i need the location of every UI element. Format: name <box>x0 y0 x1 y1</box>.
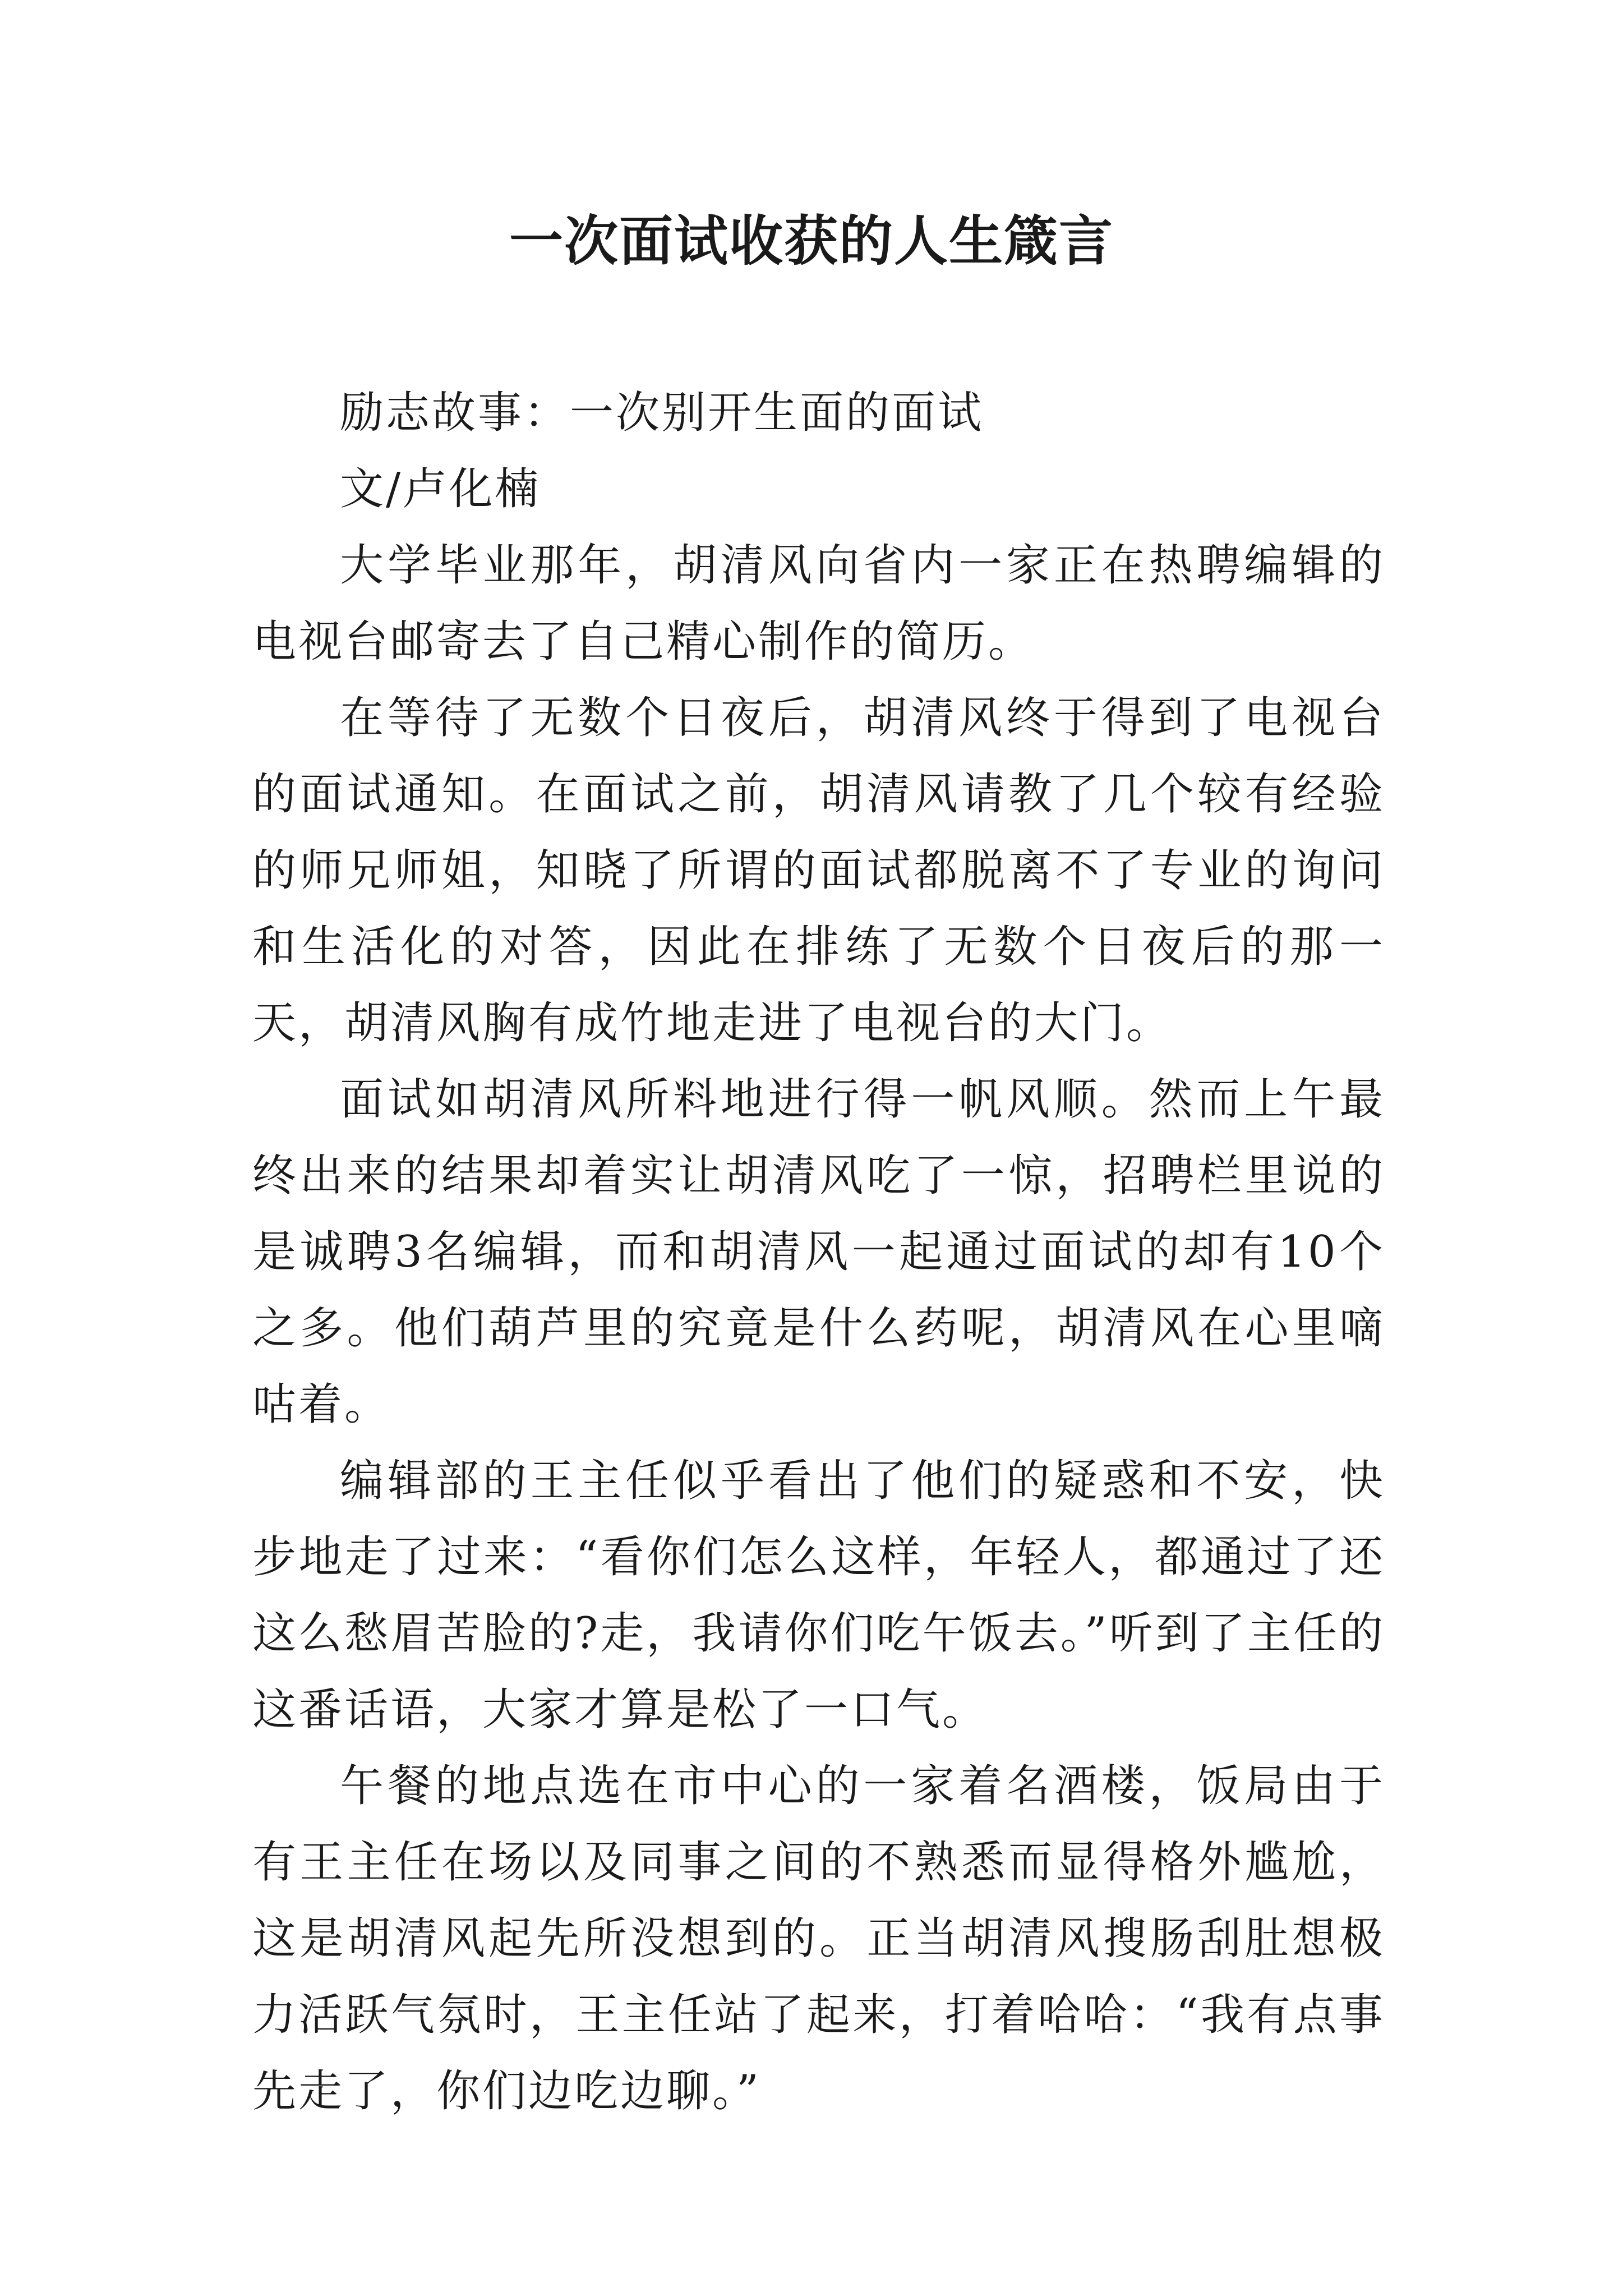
author-line: 文/卢化楠 <box>340 464 541 514</box>
body-paragraph: 编辑部的王主任似乎看出了他们的疑惑和不安，快步地走了过来：“看你们怎么这样，年轻人，都通过了还这么愁眉苦脸的?走，我请你们吃午饭去。”听到了主任的这番话语，大家才算是松了一口气。 <box>252 1456 1385 1735</box>
body-paragraph: 面试如胡清风所料地进行得一帆风顺。然而上午最终出来的结果却着实让胡清风吃了一惊，招聘栏里说的是诚聘3名编辑，而和胡清风一起通过面试的却有10个之多。他们葫芦里的究竟是什么药呢，胡清风在心里嘀咕着。 <box>252 1074 1385 1430</box>
document-body <box>252 375 1385 2129</box>
body-paragraph: 大学毕业那年，胡清风向省内一家正在热聘编辑的电视台邮寄去了自己精心制作的简历。 <box>252 540 1385 667</box>
body-paragraph: 午餐的地点选在市中心的一家着名酒楼，饭局由于有王主任在场以及同事之间的不熟悉而显得格外尴尬，这是胡清风起先所没想到的。正当胡清风搜肠刮肚想极力活跃气氛时，王主任站了起来，打着哈哈：“我有点事先走了，你们边吃边聊。” <box>252 1761 1385 2116</box>
subtitle-paragraph: 励志故事：一次别开生面的面试 <box>340 388 984 438</box>
document-title: 一次面试收获的人生箴言 <box>509 210 1114 273</box>
body-paragraph: 在等待了无数个日夜后，胡清风终于得到了电视台的面试通知。在面试之前，胡清风请教了几个较有经验的师兄师姐，知晓了所谓的面试都脱离不了专业的询问和生活化的对答，因此在排练了无数个日夜后的那一天，胡清风胸有成竹地走进了电视台的大门。 <box>252 693 1385 1048</box>
